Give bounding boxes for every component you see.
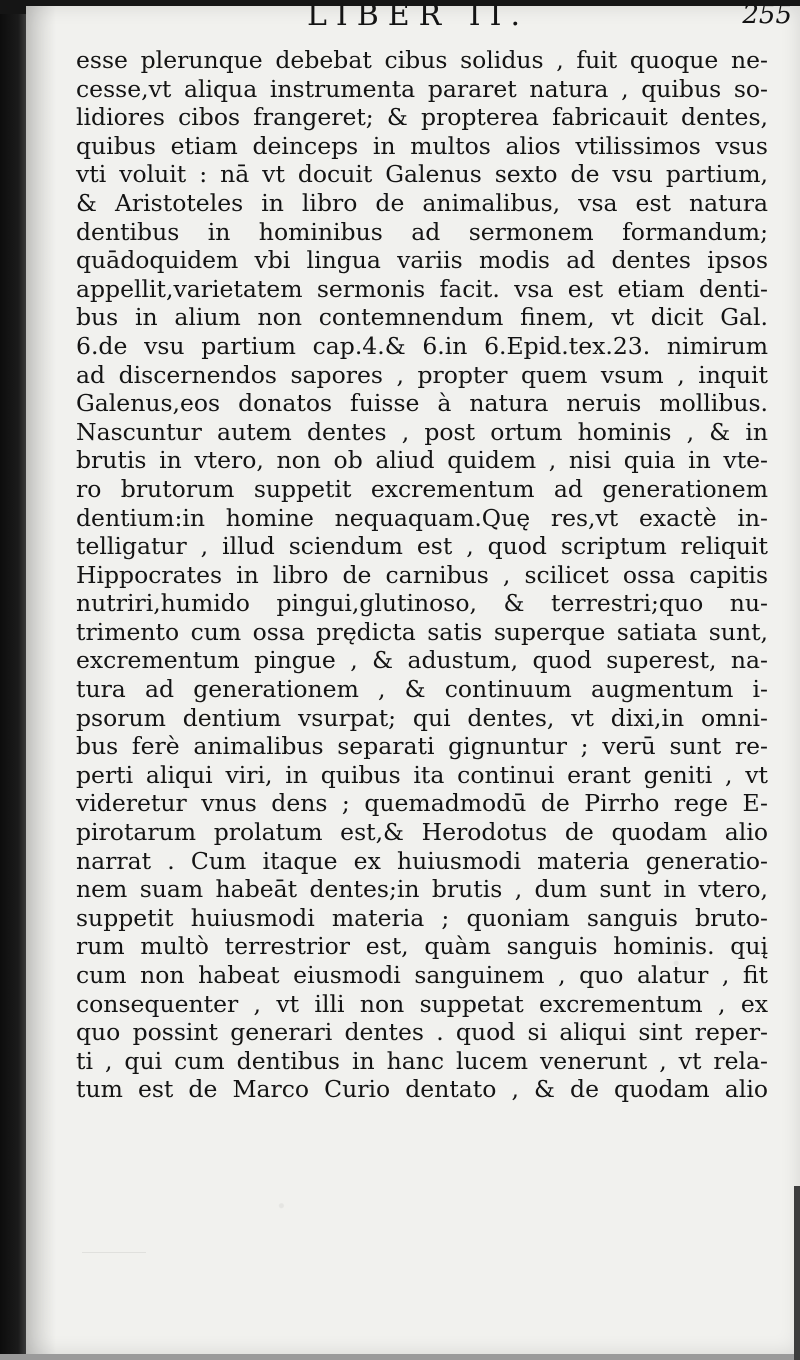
text-line: pirotarum prolatum est,& Herodotus de quodam alio bbox=[76, 818, 768, 847]
text-line: esse plerunque debebat cibus solidus , fuit quoque ne- bbox=[76, 46, 768, 74]
text-line: Nascuntur autem dentes , post ortum hominis , & in bbox=[76, 417, 768, 446]
text-line: ti , qui cum dentibus in hanc lucem venerunt , vt rela- bbox=[76, 1046, 768, 1075]
book-page bbox=[26, 0, 800, 1354]
body-text bbox=[76, 46, 768, 1104]
text-line: trimento cum ossa prędicta satis superque satiata sunt, bbox=[76, 617, 768, 646]
text-line: vti voluit : nā vt docuit Galenus sexto de vsu partium, bbox=[76, 160, 768, 189]
text-line: consequenter , vt illi non suppetat excrementum , ex bbox=[76, 989, 768, 1018]
text-line: & Aristoteles in libro de animalibus, vsa est natura bbox=[76, 188, 768, 217]
text-line: ad discernendos sapores , propter quem vsum , inquit bbox=[76, 360, 768, 389]
text-line: appellit,varietatem sermonis facit. vsa est etiam denti- bbox=[76, 274, 768, 303]
text-line: rum multò terrestrior est, quàm sanguis hominis. quį bbox=[76, 932, 768, 961]
text-line: bus ferè animalibus separati gignuntur ; verū sunt re- bbox=[76, 732, 768, 761]
scan-edge-left bbox=[0, 0, 26, 1354]
text-line: quo possint generari dentes . quod si aliqui sint reper- bbox=[76, 1018, 768, 1047]
page-number: 255 bbox=[742, 0, 792, 30]
text-line: tura ad generationem , & continuum augmentum i- bbox=[76, 675, 768, 704]
text-line: cum non habeat eiusmodi sanguinem , quo alatur , fit bbox=[76, 961, 768, 989]
text-line: videretur vnus dens ; quemadmodū de Pirrho rege E- bbox=[76, 789, 768, 818]
text-line: narrat . Cum itaque ex huiusmodi materia generatio- bbox=[76, 846, 768, 875]
text-line: bus in alium non contemnendum finem, vt dicit Gal. bbox=[76, 303, 768, 332]
faint-show-through bbox=[82, 1230, 146, 1253]
text-line: excrementum pingue , & adustum, quod superest, na- bbox=[76, 646, 768, 675]
page-edge-shadow bbox=[794, 1186, 800, 1360]
text-line: cesse,vt aliqua instrumenta pararet natura , quibus so- bbox=[76, 74, 768, 103]
text-line: quibus etiam deinceps in multos alios vtilissimos vsus bbox=[76, 131, 768, 160]
text-line: telligatur , illud sciendum est , quod scriptum reliquit bbox=[76, 532, 768, 561]
text-line: perti aliqui viri, in quibus ita continui erant geniti , vt bbox=[76, 760, 768, 789]
text-line: nem suam habeāt dentes;in brutis , dum sunt in vtero, bbox=[76, 875, 768, 904]
text-line: dentium:in homine nequaquam.Quę res,vt exactè in- bbox=[76, 503, 768, 532]
running-head bbox=[26, 0, 800, 34]
text-line: nutriri,humido pingui,glutinoso, & terrestri;quo nu- bbox=[76, 589, 768, 618]
text-line: suppetit huiusmodi materia ; quoniam sanguis bruto- bbox=[76, 903, 768, 932]
text-line: psorum dentium vsurpat; qui dentes, vt dixi,in omni- bbox=[76, 703, 768, 732]
text-line: lidiores cibos frangeret; & propterea fabricauit dentes, bbox=[76, 103, 768, 132]
text-line: brutis in vtero, non ob aliud quidem , nisi quia in vte- bbox=[76, 446, 768, 475]
running-head-title: LIBER II. bbox=[306, 0, 530, 33]
text-line: quādoquidem vbi lingua variis modis ad dentes ipsos bbox=[76, 246, 768, 275]
text-line: tum est de Marco Curio dentato , & de quodam alio bbox=[76, 1075, 768, 1104]
text-line: Hippocrates in libro de carnibus , scilicet ossa capitis bbox=[76, 560, 768, 589]
text-line: Galenus,eos donatos fuisse à natura neruis mollibus. bbox=[76, 389, 768, 418]
text-line: 6.de vsu partium cap.4.& 6.in 6.Epid.tex.23. nimirum bbox=[76, 331, 768, 360]
text-line: ro brutorum suppetit excrementum ad generationem bbox=[76, 474, 768, 503]
text-line: dentibus in hominibus ad sermonem formandum; bbox=[76, 217, 768, 246]
